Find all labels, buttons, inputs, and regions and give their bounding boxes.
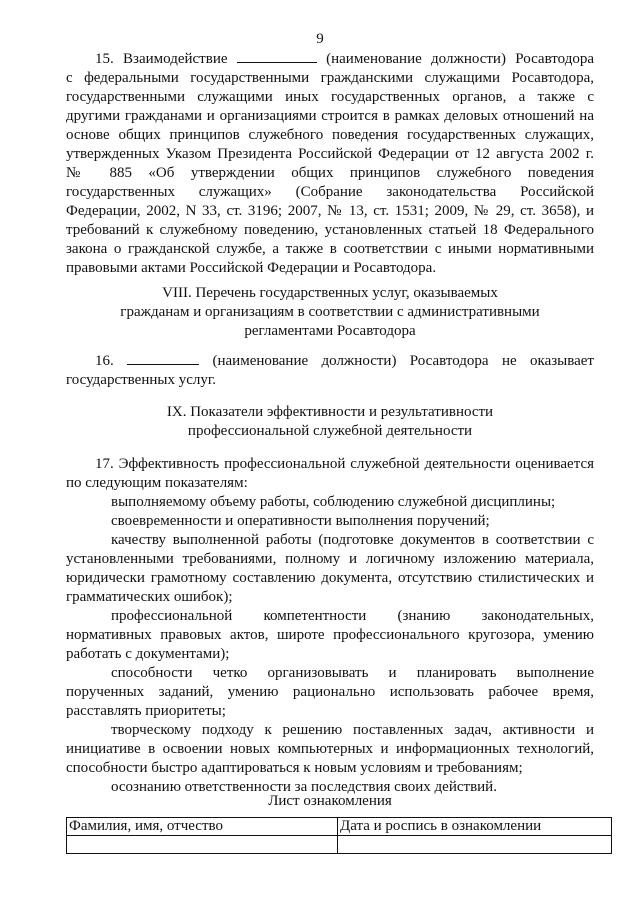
acquaintance-title: Лист ознакомления [268, 793, 392, 809]
acquaintance-table [66, 817, 612, 854]
p15-line-4: другими гражданами и организациями строится в рамках деловых отношений на [66, 108, 594, 124]
section-8-heading-line-1: VIII. Перечень государственных услуг, оказываемых [162, 285, 498, 301]
p17-line-12: способности четко организовывать и планировать выполнение [111, 665, 594, 681]
p17-line-8: грамматических ошибок); [66, 589, 233, 605]
p17-line-4: своевременности и оперативности выполнения поручений; [111, 513, 490, 529]
p17-line-1: 17. Эффективность профессиональной служебной деятельности оценивается [95, 456, 594, 472]
p15-line-2: с федеральными государственными гражданскими служащими Росавтодора, [66, 70, 594, 86]
position-blank [127, 352, 199, 365]
p15-line-7: № 885 «Об утверждении общих принципов служебного поведения [66, 165, 594, 181]
page-number: 9 [316, 31, 324, 47]
p17-line-16: инициативе в освоении новых компьютерных и информационных технологий, [66, 741, 594, 757]
p17-line-17: способности быстро адаптироваться к новым условиям и требованиям; [66, 760, 523, 776]
column-header-signature: Дата и роспись в ознакомлении [338, 818, 612, 836]
p17-line-3: выполняемому объему работы, соблюдению служебной дисциплины; [111, 494, 556, 510]
p15-line-8: государственных служащих» (Собрание законодательства Российской [66, 184, 594, 200]
section-8-heading-line-2: гражданам и организациям в соответствии с административными [120, 304, 540, 320]
p16-text: (наименование должности) Росавтодора не оказывает [212, 353, 594, 369]
p15-lead-tail: (наименование должности) Росавтодора [326, 51, 595, 67]
p17-line-5: качеству выполненной работы (подготовке документов в соответствии с [111, 532, 594, 548]
p15-line-6: утвержденных Указом Президента Российской Федерации от 12 августа 2002 г. [66, 146, 594, 162]
p15-line-1 [95, 50, 594, 68]
p17-line-7: юридически грамотному составлению документа, отсутствию стилистических и [66, 570, 594, 586]
section-9-heading-line-2: профессиональной служебной деятельности [187, 423, 473, 439]
p15-lead: 15. Взаимодействие [95, 51, 228, 67]
p17-line-10: нормативных правовых актов, широте профессионального кругозора, умению [66, 627, 594, 643]
p17-line-13: порученных заданий, умению рационально использовать рабочее время, [66, 684, 594, 700]
p17-line-15: творческому подходу к решению поставленных задач, активности и [111, 722, 594, 738]
section-9-heading-line-1: IX. Показатели эффективности и результативности [166, 404, 494, 420]
p17-line-2: по следующим показателям: [66, 475, 248, 491]
table-cell-signature [338, 836, 612, 854]
p17-line-18: осознанию ответственности за последствия своих действий. [111, 779, 497, 795]
p15-line-5: основе общих принципов служебного поведения государственных служащих, [66, 127, 594, 143]
p15-line-3: государственными служащими иных государственных органов, а также с [66, 89, 594, 105]
p15-line-12: правовыми актами Российской Федерации и Росавтодора. [66, 260, 437, 276]
section-8-heading-line-3: регламентами Росавтодора [244, 323, 416, 339]
table-header-row [67, 818, 612, 836]
p17-line-6: установленными требованиями, полному и логичному изложению материала, [66, 551, 594, 567]
p16-number: 16. [95, 353, 114, 369]
table-row [67, 836, 612, 854]
p15-line-10: требований к служебному поведению, установленных статьей 18 Федерального [66, 222, 594, 238]
p16-line-2: государственных услуг. [66, 372, 217, 388]
p17-line-9: профессиональной компетентности (знанию законодательных, [111, 608, 594, 624]
p15-line-9: Федерации, 2002, N 33, ст. 3196; 2007, № 13, ст. 1531; 2009, № 29, ст. 3658), и [66, 203, 594, 219]
column-header-name: Фамилия, имя, отчество [67, 818, 338, 836]
table-cell-name [67, 836, 338, 854]
position-blank [237, 50, 317, 63]
p17-line-14: расставлять приоритеты; [66, 703, 226, 719]
p16-line-1 [95, 352, 594, 370]
p17-line-11: работать с документами); [66, 646, 230, 662]
p15-line-11: закона о гражданской службе, а также в соответствии с иными нормативными [66, 241, 594, 257]
